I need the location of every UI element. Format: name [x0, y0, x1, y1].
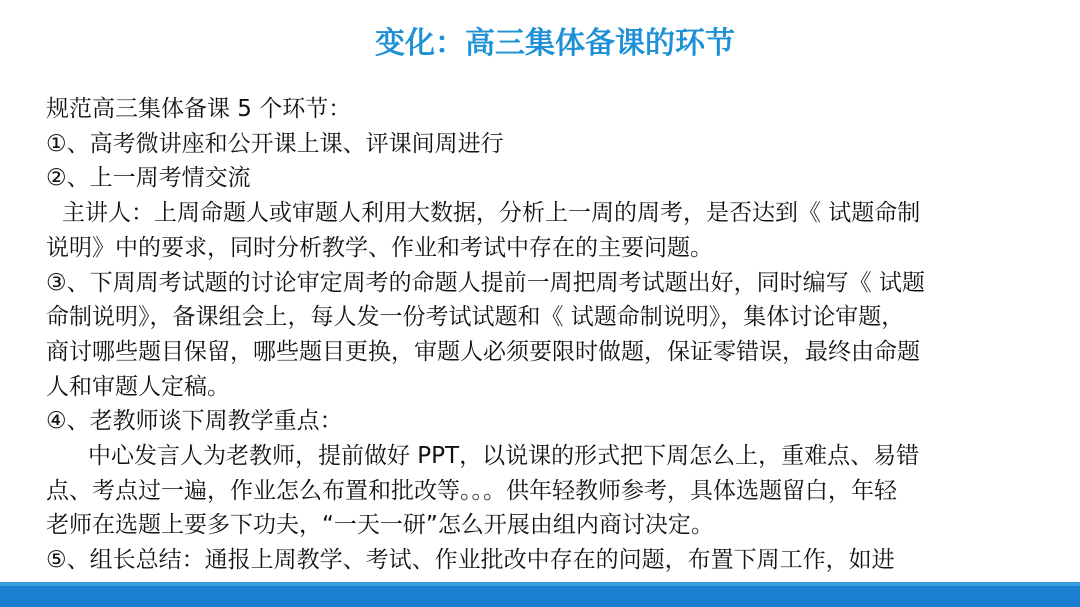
step-2-line: ②、上一周考情交流 [46, 165, 251, 192]
step-3-line-3: 商讨哪些题目保留，哪些题目更换，审题人必须要限时做题，保证零错误，最终由命题 [46, 338, 920, 365]
step-3-line-2: 命制说明》，备课组会上，每人发一份考试试题和《 试题命制说明》，集体讨论审题， [46, 304, 905, 331]
step-4-detail-line-3: 老师在选题上要多下功夫，“一天一研”怎么开展由组内商讨决定。 [46, 512, 714, 539]
step-2-detail-line-1: 主讲人：上周命题人或审题人利用大数据，分析上一周的周考，是否达到《 试题命制 [62, 200, 921, 227]
step-5-line-1: ⑤、组长总结：通报上周教学、考试、作业批改中存在的问题，布置下周工作，如进 [46, 547, 895, 574]
step-1-line: ①、高考微讲座和公开课上课、评课间周进行 [46, 130, 504, 157]
step-4-line: ④、老教师谈下周教学重点： [46, 408, 343, 435]
bottom-band [0, 582, 1080, 607]
step-4-detail-line-1: 中心发言人为老教师，提前做好 PPT，以说课的形式把下周怎么上，重难点、易错 [88, 443, 920, 470]
step-3-line-4: 人和审题人定稿。 [46, 373, 230, 400]
step-3-line-1: ③、下周周考试题的讨论审定周考的命题人提前一周把周考试题出好，同时编写《 试题 [46, 269, 925, 296]
intro-line: 规范高三集体备课 5 个环节： [46, 96, 352, 122]
slide-title: 变化：高三集体备课的环节 [375, 26, 735, 61]
step-2-detail-line-2: 说明》中的要求，同时分析教学、作业和考试中存在的主要问题。 [46, 234, 713, 261]
step-4-detail-line-2: 点、考点过一遍，作业怎么布置和批改等。。。供年轻教师参考，具体选题留白，年轻 [46, 477, 897, 504]
slide-body [46, 92, 1072, 607]
bottom-band-highlight [0, 582, 1080, 586]
